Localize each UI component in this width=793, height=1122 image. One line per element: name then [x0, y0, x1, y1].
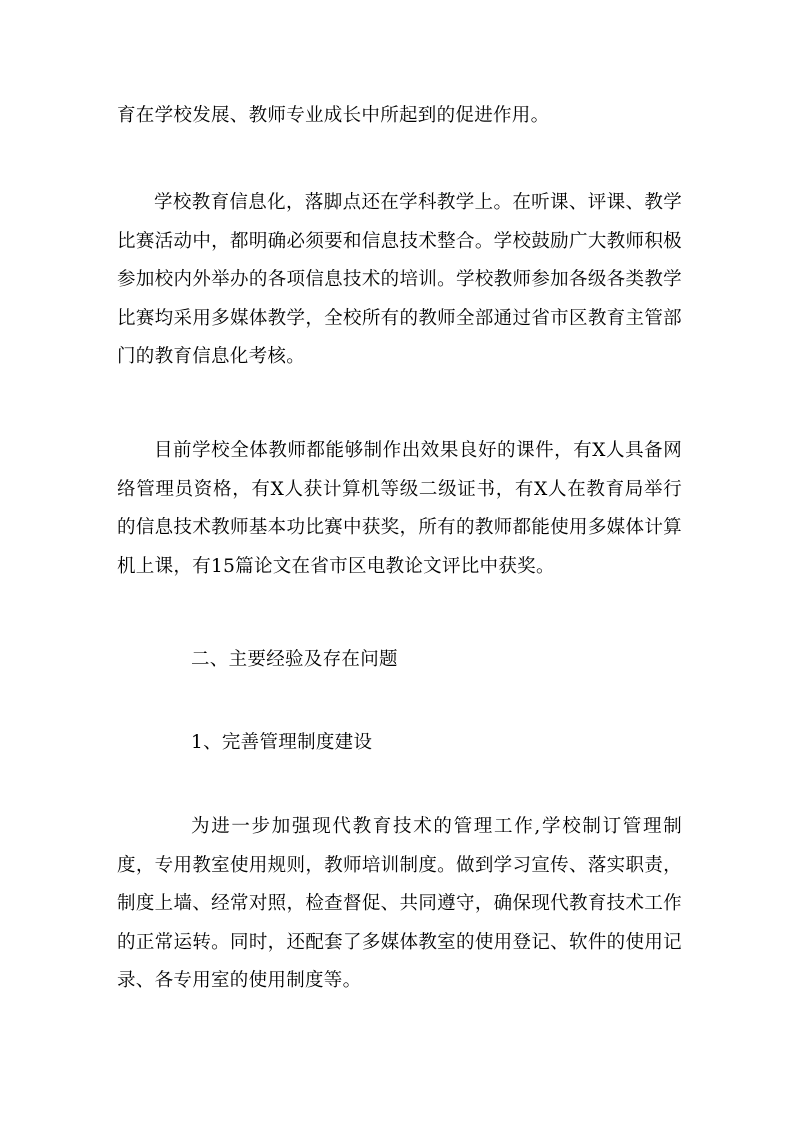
paragraph-management-system: 为进一步加强现代教育技术的管理工作,学校制订管理制度，专用教室使用规则，教师培训制度。做到学习宣传、落实职责，制度上墙、经常对照，检查督促、共同遵守，确保现代教育技术工作的正常运转。同时，还配套了多媒体教室的使用登记、软件的使用记录、各专用室的使用制度等。 — [117, 816, 682, 991]
paragraph-teaching-integration: 学校教育信息化，落脚点还在学科教学上。在听课、评课、教学比赛活动中，都明确必须要和信息技术整合。学校鼓励广大教师积极参加校内外举办的各项信息技术的培训。学校教师参加各级各类教学比赛均采用多媒体教学，全校所有的教师全部通过省市区教育主管部门的教育信息化考核。 — [117, 192, 682, 367]
paragraph-teacher-achievements: 目前学校全体教师都能够制作出效果良好的课件，有X人具备网络管理员资格，有X人获计算机等级二级证书，有X人在教育局举行的信息技术教师基本功比赛中获奖，所有的教师都能使用多媒体计算机上课，有15篇论文在省市区电教论文评比中获奖。 — [117, 440, 682, 577]
paragraph-continuation: 育在学校发展、教师专业成长中所起到的促进作用。 — [117, 105, 550, 126]
section-heading: 二、主要经验及存在问题 — [191, 649, 398, 670]
subsection-heading: 1、完善管理制度建设 — [191, 732, 373, 753]
